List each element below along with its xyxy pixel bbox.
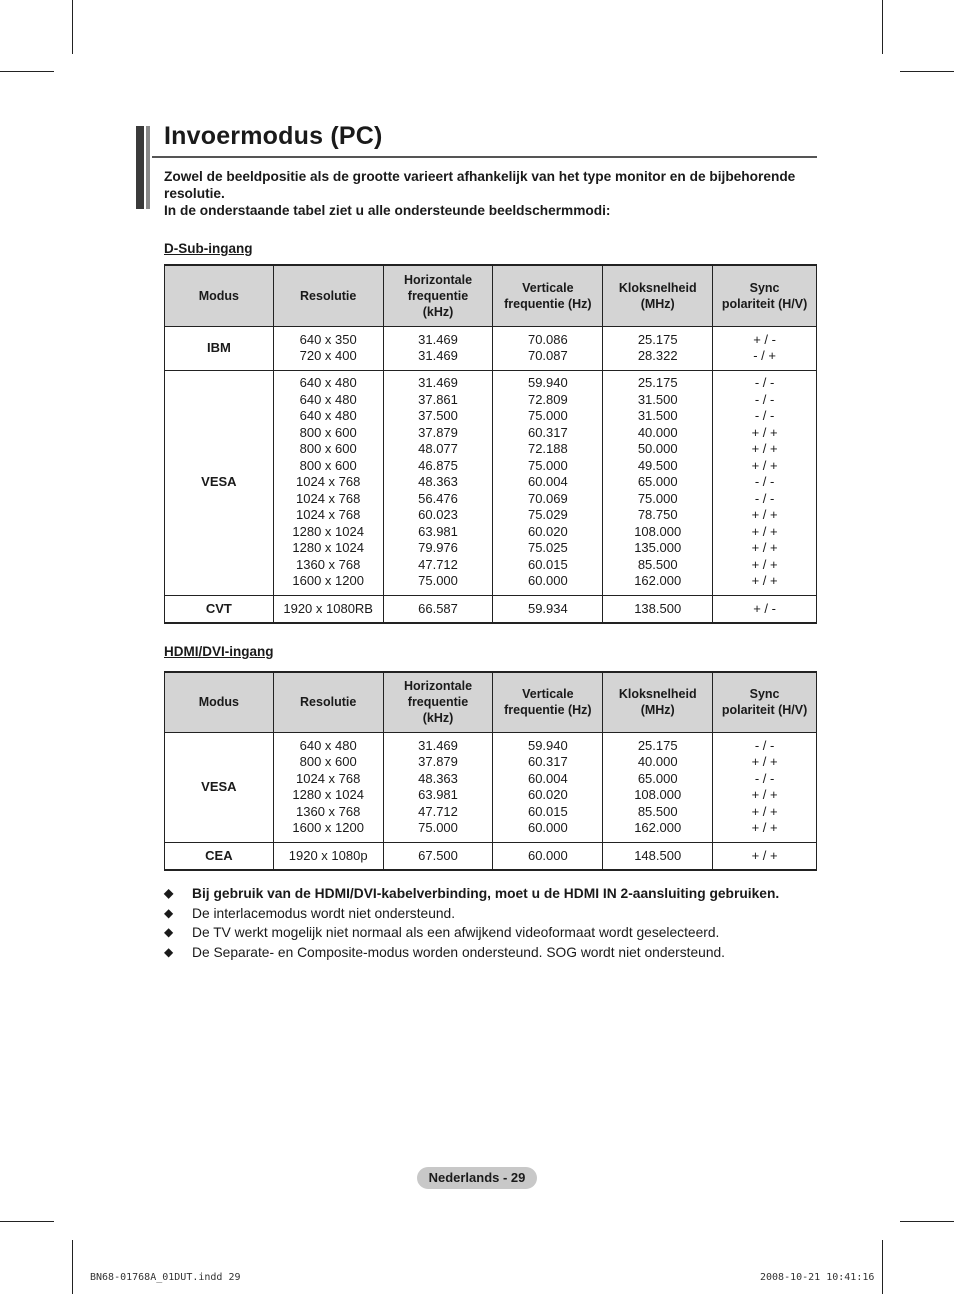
diamond-bullet-icon: ◆ bbox=[164, 925, 174, 939]
table-header-row bbox=[165, 672, 817, 732]
hfreq-cell: 31.469 37.879 48.363 63.981 47.712 75.000 bbox=[383, 732, 493, 842]
header-modus: Modus bbox=[165, 265, 274, 326]
crop-mark bbox=[72, 1240, 73, 1294]
hdmi-mode-table bbox=[164, 671, 817, 871]
note-item bbox=[164, 943, 844, 963]
crop-mark bbox=[900, 1221, 954, 1222]
clock-cell: 25.175 31.500 31.500 40.000 50.000 49.500 65.000 75.000 78.750 108.000 135.000 85.500 162.000 bbox=[603, 370, 713, 595]
vfreq-cell: 60.000 bbox=[493, 842, 603, 870]
resolution-cell: 1920 x 1080p bbox=[273, 842, 383, 870]
hfreq-cell: 31.469 37.861 37.500 37.879 48.077 46.875 48.363 56.476 60.023 63.981 79.976 47.712 75.000 bbox=[383, 370, 493, 595]
crop-mark bbox=[72, 0, 73, 54]
mode-cell: CEA bbox=[165, 842, 274, 870]
title-accent-bars bbox=[136, 126, 152, 209]
hfreq-cell: 67.500 bbox=[383, 842, 493, 870]
sync-cell: + / + bbox=[713, 842, 817, 870]
header-sync: Sync polariteit (H/V) bbox=[713, 265, 817, 326]
print-file-info: BN68-01768A_01DUT.indd 29 bbox=[90, 1272, 241, 1283]
clock-cell: 25.175 28.322 bbox=[603, 326, 713, 370]
vfreq-cell: 59.940 72.809 75.000 60.317 72.188 75.000 60.004 70.069 75.029 60.020 75.025 60.015 60.000 bbox=[493, 370, 603, 595]
print-date-info: 2008-10-21 10:41:16 bbox=[760, 1272, 875, 1283]
resolution-cell: 640 x 480 640 x 480 640 x 480 800 x 600 800 x 600 800 x 600 1024 x 768 1024 x 768 1024 x 768 1280 x 1024 1280 x 1024 1360 x 768 1600 x 1200 bbox=[273, 370, 383, 595]
mode-cell: IBM bbox=[165, 326, 274, 370]
note-item bbox=[164, 884, 844, 904]
table-row bbox=[165, 370, 817, 595]
diamond-bullet-icon: ◆ bbox=[164, 944, 174, 959]
clock-cell: 148.500 bbox=[603, 842, 713, 870]
header-resolutie: Resolutie bbox=[273, 672, 383, 732]
hfreq-cell: 66.587 bbox=[383, 595, 493, 623]
crop-mark bbox=[900, 71, 954, 72]
vfreq-cell: 59.934 bbox=[493, 595, 603, 623]
hfreq-cell: 31.469 31.469 bbox=[383, 326, 493, 370]
dsub-section-label: D-Sub-ingang bbox=[164, 241, 253, 256]
sync-cell: + / - bbox=[713, 595, 817, 623]
table-header-row bbox=[165, 265, 817, 326]
note-text: De TV werkt mogelijk niet normaal als een afwijkend videoformaat wordt geselecteerd. bbox=[192, 925, 720, 940]
header-hfreq: Horizontale frequentie (kHz) bbox=[383, 672, 493, 732]
diamond-bullet-icon: ◆ bbox=[164, 886, 174, 900]
notes-list bbox=[164, 884, 844, 962]
header-klok: Kloksnelheid (MHz) bbox=[603, 672, 713, 732]
mode-cell: VESA bbox=[165, 370, 274, 595]
header-resolutie: Resolutie bbox=[273, 265, 383, 326]
note-text: De interlacemodus wordt niet ondersteund. bbox=[192, 905, 456, 921]
mode-cell: VESA bbox=[165, 732, 274, 842]
vfreq-cell: 70.086 70.087 bbox=[493, 326, 603, 370]
note-text: De Separate- en Composite-modus worden ondersteund. SOG wordt niet ondersteund. bbox=[192, 944, 726, 960]
header-sync: Sync polariteit (H/V) bbox=[713, 672, 817, 732]
header-vfreq: Verticale frequentie (Hz) bbox=[493, 672, 603, 732]
vfreq-cell: 59.940 60.317 60.004 60.020 60.015 60.000 bbox=[493, 732, 603, 842]
note-item bbox=[164, 904, 844, 924]
mode-cell: CVT bbox=[165, 595, 274, 623]
table-row bbox=[165, 732, 817, 842]
page-title: Invoermodus (PC) bbox=[164, 122, 383, 150]
sync-cell: + / - - / + bbox=[713, 326, 817, 370]
header-hfreq: Horizontale frequentie (kHz) bbox=[383, 265, 493, 326]
crop-mark bbox=[0, 71, 54, 72]
intro-text bbox=[164, 168, 824, 219]
note-text: Bij gebruik van de HDMI/DVI-kabelverbinding, moet u de HDMI IN 2-aansluiting gebruiken. bbox=[192, 886, 780, 901]
header-modus: Modus bbox=[165, 672, 274, 732]
table-row bbox=[165, 842, 817, 870]
intro-line-1: Zowel de beeldpositie als de grootte varieert afhankelijk van het type monitor en de bijbehorende resolutie. bbox=[164, 169, 796, 201]
resolution-cell: 640 x 350 720 x 400 bbox=[273, 326, 383, 370]
dsub-mode-table bbox=[164, 264, 817, 624]
hdmi-section-label: HDMI/DVI-ingang bbox=[164, 644, 274, 659]
table-row bbox=[165, 595, 817, 623]
note-item bbox=[164, 923, 844, 943]
sync-cell: - / - + / + - / - + / + + / + + / + bbox=[713, 732, 817, 842]
crop-mark bbox=[0, 1221, 54, 1222]
page-number-badge: Nederlands - 29 bbox=[417, 1167, 537, 1189]
diamond-bullet-icon: ◆ bbox=[164, 905, 174, 920]
crop-mark bbox=[882, 1240, 883, 1294]
crop-mark bbox=[882, 0, 883, 54]
sync-cell: - / - - / - - / - + / + + / + + / + - / - - / - + / + + / + + / + + / + + / + bbox=[713, 370, 817, 595]
resolution-cell: 1920 x 1080RB bbox=[273, 595, 383, 623]
header-klok: Kloksnelheid (MHz) bbox=[603, 265, 713, 326]
table-row bbox=[165, 326, 817, 370]
intro-line-2: In de onderstaande tabel ziet u alle ondersteunde beeldschermmodi: bbox=[164, 203, 611, 218]
title-underline bbox=[152, 156, 817, 158]
header-vfreq: Verticale frequentie (Hz) bbox=[493, 265, 603, 326]
resolution-cell: 640 x 480 800 x 600 1024 x 768 1280 x 1024 1360 x 768 1600 x 1200 bbox=[273, 732, 383, 842]
clock-cell: 138.500 bbox=[603, 595, 713, 623]
clock-cell: 25.175 40.000 65.000 108.000 85.500 162.000 bbox=[603, 732, 713, 842]
